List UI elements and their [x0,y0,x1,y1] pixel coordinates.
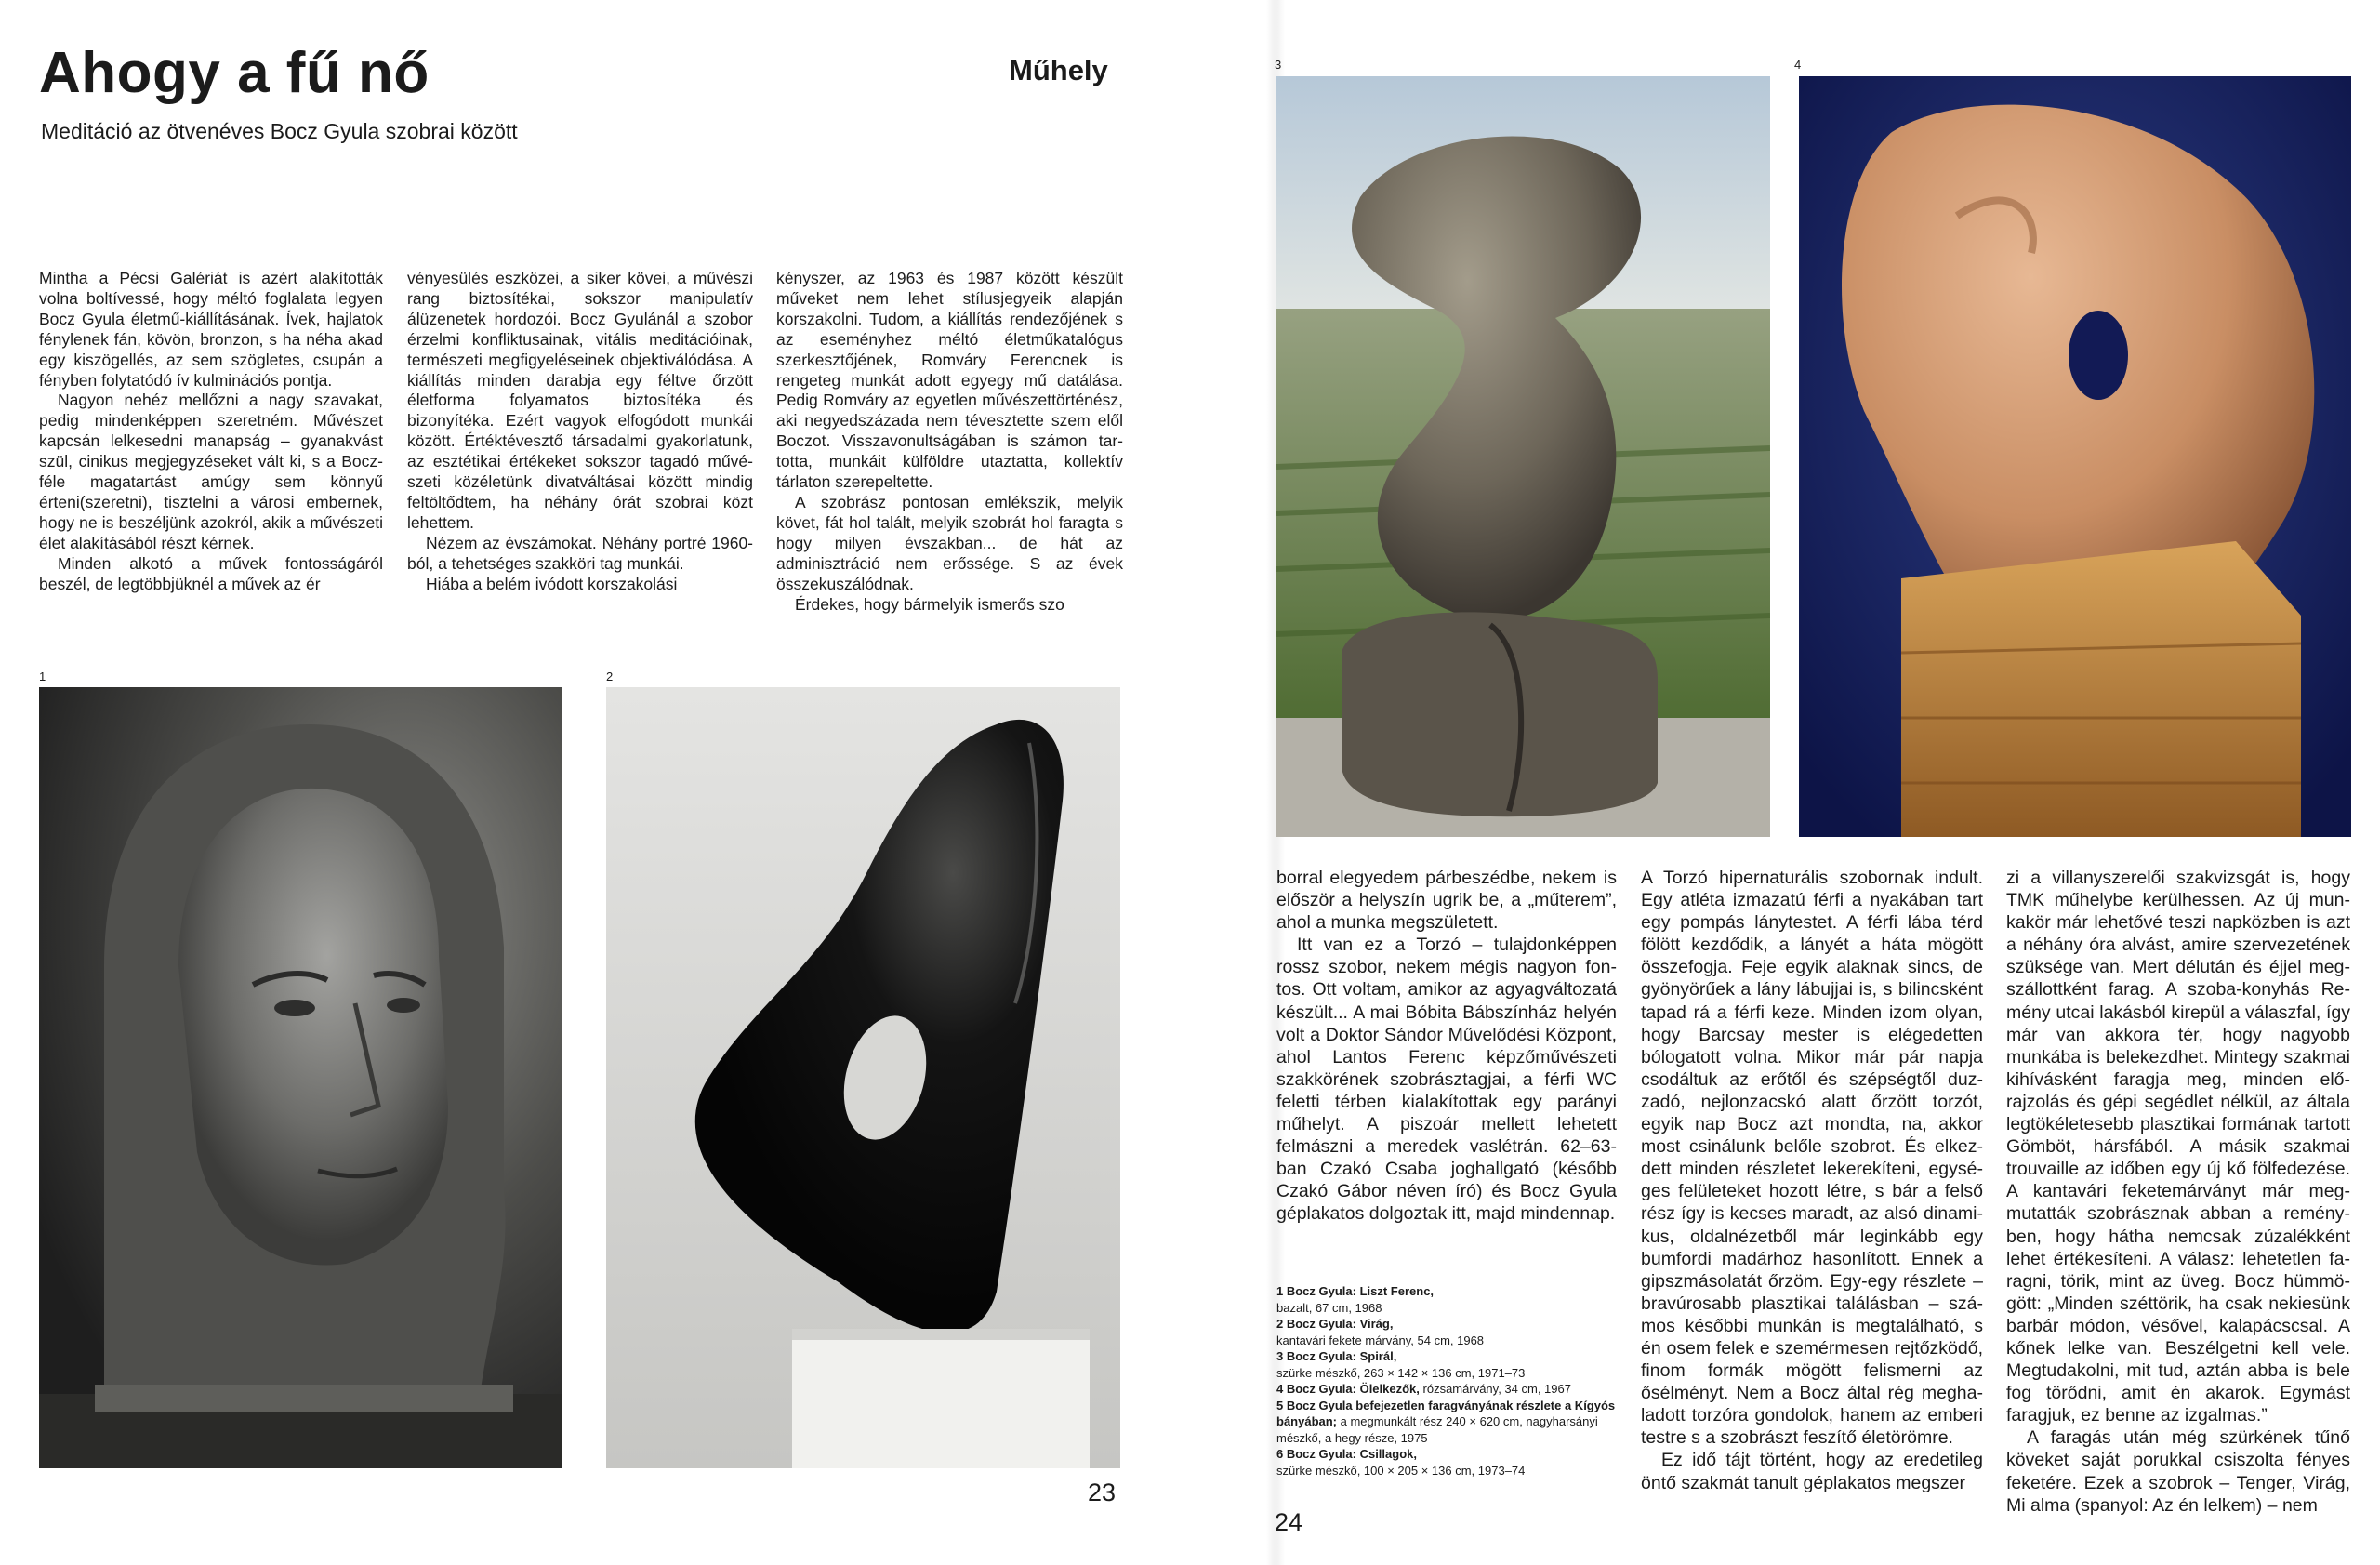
caption-item [1276,1316,1617,1333]
caption-detail: kantavári fekete márvány, 54 cm, 1968 [1276,1333,1485,1347]
paragraph: Ez idő tájt történt, hogy az eredetileg öntő szakmát tanult géplakatos megszer [1641,1450,1983,1493]
article-title: Ahogy a fű nő [39,41,430,105]
photo-spiral-sculpture [1276,76,1770,837]
photo-bust-sculpture [39,687,562,1468]
bust-image [39,687,562,1468]
caption-title: 2 Bocz Gyula: Virág, [1276,1317,1394,1331]
caption-detail: szürke mészkő, 100 × 205 × 136 cm, 1973–74 [1276,1463,1526,1478]
text-column-6 [2006,867,2350,1517]
photo-number: 4 [1794,58,1802,72]
paragraph: A szobrász pontosan emlékszik, melyik követ, fát hol talált, melyik szobrát hol faragta s hogy milyen évszakban... de hát az adminisztráció nem erőssége. S az évek összekuszálódnak. [776,492,1123,593]
paragraph: Nagyon nehéz mellőzni a nagy szavakat, pedig mindenképpen szeretném. Művészet kapcsán lelkesedni manapság – gyanakvást szül, cinikus megjegyzéseket vált ki, s a Bocz-féle magatartást amúgy sem könnyű érteni(szeretni), tisztelni a városi embernek, hogy ne is beszéljünk azokról, akik a művészeti élet alakításából részt kérnek. [39,391,383,552]
caption-item [1276,1365,1617,1382]
photo-number: 3 [1275,58,1282,72]
embracing-image [1799,76,2351,837]
caption-item [1276,1381,1617,1398]
photo-virag-sculpture [606,687,1120,1468]
paragraph: Minden alkotó a művek fontosságáról beszél, de legtöbbjüknél a művek az ér [39,553,383,593]
caption-detail: szürke mészkő, 263 × 142 × 136 cm, 1971–73 [1276,1365,1526,1380]
photo-number: 1 [39,670,46,683]
paragraph: Itt van ez a Torzó – tulajdonképpen rossz szobor, nekem mégis nagyon fontos. Ott voltam, amikor az agyagváltozatá készült... A mai Bóbita Bábszínház helyén volt a Doktor Sándor Művelődési Központ, ahol Lantos Ferenc képzőművészeti szakkörének szobrásztagjai, a férfi WC feletti térben kialakítottak egy parányi műhelyt. A piszoár mellett lehetett felmászni a meredek vaslétrán. 62–63-ban Czakó Csaba joghallgató (később Czakó Gábor néven író) és Bocz Gyula géplakatos dolgoztak itt, majd mindennap. [1276,935,1617,1225]
caption-detail: bazalt, 67 cm, 1968 [1276,1300,1382,1315]
caption-item [1276,1300,1617,1317]
page-number: 23 [1088,1479,1117,1506]
caption-item [1276,1446,1617,1463]
photo-number: 2 [606,670,614,683]
caption-detail: rózsamárvány, 34 cm, 1967 [1422,1382,1571,1396]
paragraph: Érdekes, hogy bármelyik ismerős szo [795,594,1064,614]
spiral-image [1276,76,1770,837]
caption-title: 3 Bocz Gyula: Spirál, [1276,1349,1397,1363]
paragraph: A faragás után még szürkének tűnő köveket saját porukkal csiszolta fényes feketére. Ezek a szobrok – Tenger, Virág, Mi alma (spanyol: Az én lelkem) – nem [2006,1427,2350,1516]
caption-title: 5 Bocz Gyula befejezetlen faragványának részlete a Kígyós bányában; [1276,1398,1616,1428]
caption-detail: a megmunkált rész 240 × 620 cm, nagyharsányi mészkő, a hegy része, 1975 [1276,1414,1598,1445]
article-subtitle: Meditáció az ötvenéves Bocz Gyula szobrai között [41,119,518,143]
paragraph: Hiába a belém ivódott korszakolási [426,574,678,593]
paragraph: kényszer, az 1963 és 1987 között készült műveket nem lehet stílusjegyeik alapján korszakolni. Tudom, a kiállítás rendezőjének s az eseményhez méltó életműkatalógus szerkesztőjének, Romváry Ferencnek is rengeteg munkát adott egyegy mű datálása. Pedig Romváry az egyetlen művészettörténész, aki negyedszázada nem tévesztette szem elől Boczot. Visszavonultságában is számon tartotta, munkáit külföldre utaztatta, kollektív tárlaton szerepeltette. [776,269,1123,492]
paragraph: A Torzó hipernaturális szobornak indult. Egy atléta izmazatú férfi a nyakában tart egy pompás lánytestet. A férfi lába térd fölött kezdődik, a lányét a háta mögött összefogja. Feje egyik alaknak sincs, de gyönyörűek a lány lábujjai is, s bilincsként tapad rá a férfi keze. Minden izom olyan, hogy Barcsay mester is elégedetten bólogatott volna. Mikor már pár napja csodáltuk az erőtől és szépségtől duzzadó, nejlonzacskó alatt őrzött torzót, egyik nap Bocz azt mondta, na, akkor most csinálunk belőle szobrot. És elkezdett minden részletet lekerekíteni, egységes felületeket hozott létre, s bár a felső rész így is kecses maradt, az alsó dinamikus, oldalnézetből már leginkább egy bumfordi madárhoz hasonlított. Ennek a gipszmásolatát őrzöm. Egy-egy részlete – bravúrosabb plasztikai találásban – számos későbbi munkán is megtalálható, s én osem felek e szemérmesen rejtőzködő, finom formák mögött felismerni az ősélményt. Nem a Bocz által rég meghaladott torzóra gondolok, hanem az emberi testre s a szobrászt feszítő életörömre. [1641,868,1983,1449]
caption-item [1276,1348,1617,1365]
text-column-5 [1641,867,1983,1494]
caption-title: 1 Bocz Gyula: Liszt Ferenc, [1276,1284,1435,1298]
paragraph: vényesülés eszközei, a siker kövei, a művészi rang biztosítékai, sokszor manipulatív álüzenetek hordozói. Bocz Gyulánál a szobor érzelmi konfliktusainak, vitális meditációinak, természeti megfigyeléseinek objektiválódása. A kiállítás minden darabja egy féltve őrzött életforma folyamatos biztosítéka és bizonyítéka. Ezért vagyok elfogódott munkái között. Értéktévesztő társadalmi gyakorlatunk, az esztétikai értékeket sokszor tagadó művészeti közéletünk divatváltásai között mindig feltöltődtem, ha néhány órát szobrai közt lehettem. [407,269,753,532]
paragraph: Nézem az évszámokat. Néhány portré 1960-ból, a tehetséges szakköri tag munkái. [407,533,753,573]
virag-image [606,687,1120,1468]
text-column-4 [1276,867,1617,1226]
paragraph: Mintha a Pécsi Galériát is azért alakították volna boltívessé, hogy méltó foglalata legyen Bocz Gyula életmű-kiállításának. Ívek, hajlatok fénylenek fán, kövön, bronzon, s ha néha akad egy kiszögellés, az sem szögletes, csupán a fényben folytatódó ív kulminációs pontja. [39,269,383,390]
caption-item [1276,1283,1617,1300]
caption-title: 4 Bocz Gyula: Ölelkezők, [1276,1382,1420,1396]
paragraph: zi a villanyszerelői szakvizsgát is, hogy TMK műhelybe kerülhessen. Az új munkakör már lehetővé teszi napközben is azt a néhány óra alvást, amire szervezetének szüksége van. Mert délután és éjjel megszállottként farag. A szoba-konyhás Remény utcai lakásból kirepül a válaszfal, így már van akkora tér, hogy nagyobb munkába is belekezdhet. Mintegy szakmai kihívásként faragja meg, minden előrajzolás és gépi segédlet nélkül, az általa legtökéletesebb plasztikai formának tartott Gömböt, hársfából. A másik szakmai trouvaille az időben egy új kő fölfedezése. A kantavári feketemárványt már megmutatták szobrásznak abban a reményben, hogy hátha nemcsak zúzalékként lehet értékesíteni. A válasz: lehetetlen faragni, törik, mint az üveg. Bocz hümmögött: „Minden széttörik, ha csak nekiesünk barbár módon, vésővel, kalapácscsal. A kőnek lelke van. Beszélgetni kell vele. Megtudakolni, mit tud, aztán abba is bele fog törődni, amit én akarok. Egymást faragjuk, ez benne az izgalmas.” [2006,868,2350,1426]
paragraph: borral elegyedem párbeszédbe, nekem is először a helyszín ugrik be, a „műterem”, ahol a munka megszületett. [1276,868,1617,934]
photo-embracing-sculpture [1799,76,2351,837]
caption-title: 6 Bocz Gyula: Csillagok, [1276,1447,1417,1461]
text-column-3 [776,269,1123,615]
section-label: Műhely [1009,54,1108,86]
caption-item [1276,1463,1617,1479]
caption-item [1276,1333,1617,1349]
text-column-1 [39,269,383,595]
page-number: 24 [1275,1508,1303,1536]
caption-item [1276,1398,1617,1447]
text-column-2 [407,269,753,595]
photo-captions [1276,1283,1617,1479]
